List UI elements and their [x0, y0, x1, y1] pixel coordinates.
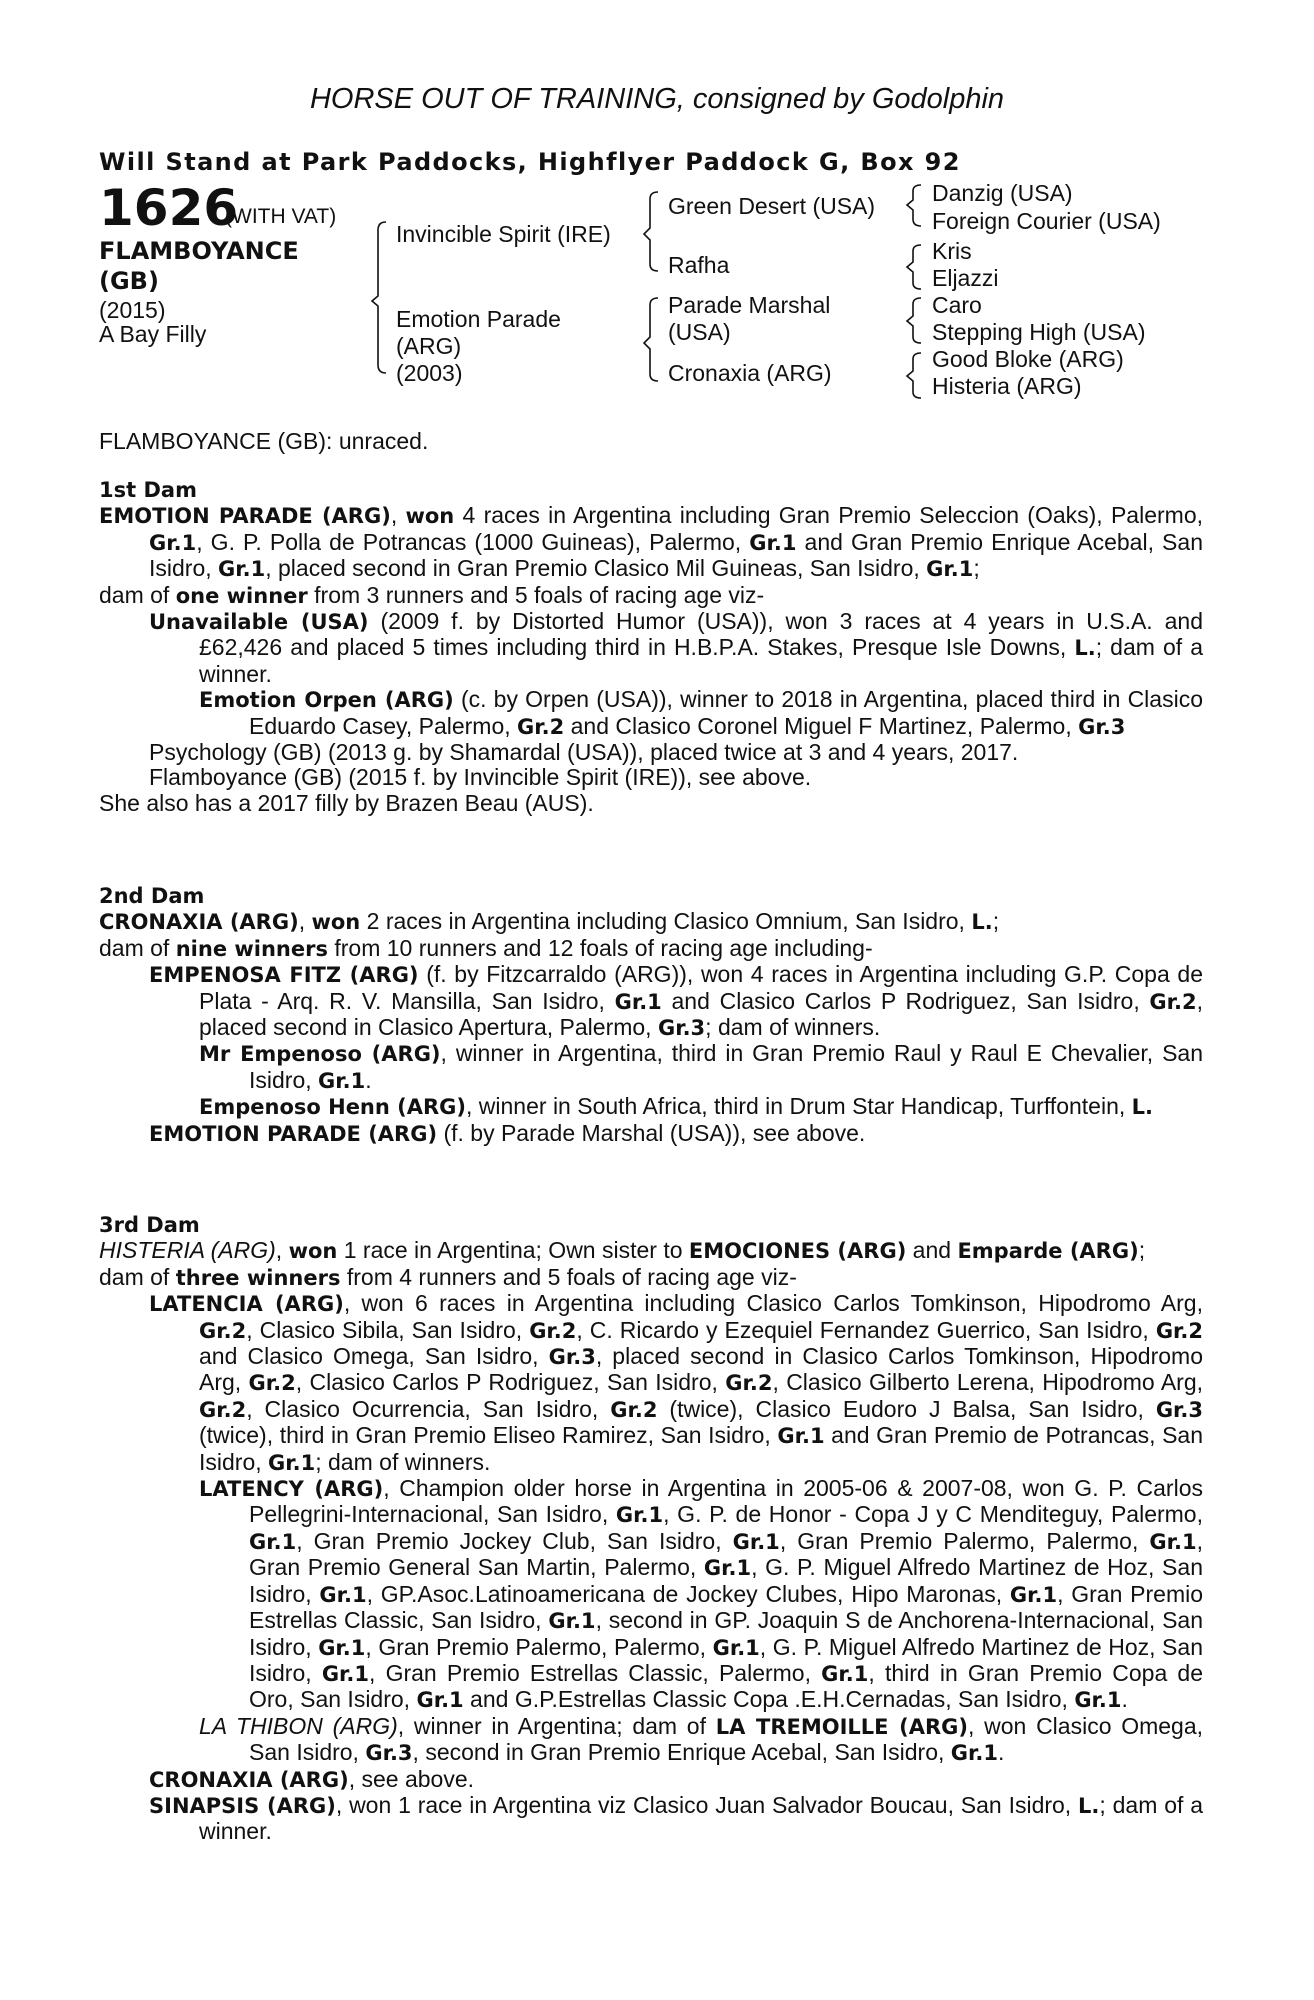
pedigree-paragraph: HISTERIA (ARG), won 1 race in Argentina; Own sister to EMOCIONES (ARG) and Emparde (ARG);	[99, 1237, 1146, 1264]
pedigree-paragraph: Psychology (GB) (2013 g. by Shamardal (USA)), placed twice at 3 and 4 years, 2017.	[149, 739, 1019, 766]
pedigree-sire-sire: Green Desert (USA)	[668, 193, 876, 219]
pedigree-paragraph: LA THIBON (ARG), winner in Argentina; dam of LA TREMOILLE (ARG), won Clasico Omega, San Isidro, Gr.3, second in Gran Premio Enrique Acebal, San Isidro, Gr.1.	[199, 1712, 1204, 1766]
pedigree-paragraph: Unavailable (USA) (2009 f. by Distorted Humor (USA)), won 3 races at 4 years in U.S.A. and £62,426 and placed 5 times including third in H.B.P.A. Stakes, Presque Isle Downs, L.; dam of a winner.	[149, 608, 1203, 687]
pedigree-sire-dam: Rafha	[668, 252, 730, 278]
pedigree-paragraph: Emotion Orpen (ARG) (c. by Orpen (USA)), winner to 2018 in Argentina, placed third in Clasico Eduardo Casey, Palermo, Gr.2 and Clasico Coronel Miguel F Martinez, Palermo, Gr.3	[199, 686, 1203, 739]
section-body	[99, 503, 1203, 816]
pedigree-paragraph: LATENCIA (ARG), won 6 races in Argentina including Clasico Carlos Tomkinson, Hipodromo Arg, Gr.2, Clasico Sibila, San Isidro, Gr.2, C. Ricardo y Ezequiel Fernandez Guerrico, San Isidro, Gr.2 and Clasico Omega, San Isidro, Gr.3, placed second in Clasico Carlos Tomkinson, Hipodromo Arg, Gr.2, Clasico Carlos P Rodriguez, San Isidro, Gr.2, Clasico Gilberto Lerena, Hipodromo Arg, Gr.2, Clasico Ocurrencia, San Isidro, Gr.2 (twice), Clasico Eudoro J Balsa, San Isidro, Gr.3 (twice), third in Gran Premio Eliseo Ramirez, San Isidro, Gr.1 and Gran Premio de Potrancas, San Isidro, Gr.1; dam of winners.	[149, 1290, 1204, 1475]
pedigree-paragraph: EMOTION PARADE (ARG) (f. by Parade Marshal (USA)), see above.	[149, 1119, 866, 1146]
pedigree-paragraph: Mr Empenoso (ARG), winner in Argentina, third in Gran Premio Raul y Raul E Chevalier, San Isidro, Gr.1.	[199, 1040, 1203, 1093]
pedigree-dam-line2: (ARG)	[396, 333, 462, 359]
location-line: Will Stand at Park Paddocks, Highflyer Paddock G, Box 92	[99, 148, 961, 176]
pedigree-dam-sire-line1: Parade Marshal	[668, 292, 831, 318]
gen4-bracket-2	[907, 245, 921, 289]
pedigree-sire: Invincible Spirit (IRE)	[396, 221, 611, 247]
gen4-bracket-1	[907, 185, 921, 226]
pedigree-gen4-4: Eljazzi	[932, 265, 999, 291]
sire-bracket	[644, 192, 658, 271]
pedigree-paragraph: dam of one winner from 3 runners and 5 foals of racing age viz-	[99, 581, 765, 608]
race-record: FLAMBOYANCE (GB): unraced.	[99, 428, 429, 454]
gen4-bracket-4	[907, 353, 921, 398]
gen4-bracket-3	[907, 298, 921, 343]
pedigree-paragraph: She also has a 2017 filly by Brazen Beau (AUS).	[99, 789, 594, 816]
section-3rd-dam	[99, 1213, 1203, 1845]
pedigree-dam-dam: Cronaxia (ARG)	[668, 360, 832, 386]
pedigree-paragraph: SINAPSIS (ARG), won 1 race in Argentina viz Clasico Juan Salvador Boucau, San Isidro, L.; dam of a winner.	[149, 1791, 1204, 1845]
pedigree-paragraph: Empenoso Henn (ARG), winner in South Africa, third in Drum Star Handicap, Turffontein, L.	[199, 1093, 1153, 1120]
pedigree-gen4-5: Caro	[932, 292, 982, 318]
pedigree-dam-sire-line2: (USA)	[668, 319, 731, 345]
section-2nd-dam	[99, 884, 1203, 1147]
section-heading: 1st Dam	[99, 478, 197, 502]
section-body	[99, 1238, 1203, 1844]
pedigree-gen4-6: Stepping High (USA)	[932, 319, 1146, 345]
horse-name: FLAMBOYANCE (GB)	[99, 237, 299, 295]
pedigree-gen4-8: Histeria (ARG)	[932, 373, 1082, 399]
pedigree-gen4-1: Danzig (USA)	[932, 180, 1073, 206]
pedigree-gen4-3: Kris	[932, 238, 972, 264]
section-heading: 2nd Dam	[99, 884, 205, 908]
main-bracket	[372, 222, 386, 373]
section-1st-dam	[99, 478, 1203, 816]
pedigree-paragraph: dam of three winners from 4 runners and 5 foals of racing age viz-	[99, 1263, 797, 1290]
pedigree-paragraph: CRONAXIA (ARG), see above.	[149, 1765, 474, 1792]
lot-number: 1626	[99, 179, 239, 237]
pedigree-paragraph: EMPENOSA FITZ (ARG) (f. by Fitzcarraldo (ARG)), won 4 races in Argentina including G.P. Copa de Plata - Arq. R. V. Mansilla, San Isidro, Gr.1 and Clasico Carlos P Rodriguez, San Isidro, Gr.2, placed second in Clasico Apertura, Palermo, Gr.3; dam of winners.	[149, 961, 1204, 1041]
section-body	[99, 909, 1203, 1147]
pedigree-gen4-7: Good Bloke (ARG)	[932, 346, 1124, 372]
horse-year: (2015)	[99, 297, 166, 323]
section-heading: 3rd Dam	[99, 1213, 200, 1237]
horse-description: A Bay Filly	[99, 321, 207, 347]
pedigree-paragraph: Flamboyance (GB) (2015 f. by Invincible Spirit (IRE)), see above.	[149, 764, 812, 791]
pedigree-dam-line1: Emotion Parade	[396, 306, 561, 332]
vat-note: (WITH VAT)	[225, 205, 337, 228]
pedigree-paragraph: CRONAXIA (ARG), won 2 races in Argentina including Clasico Omnium, San Isidro, L.;	[99, 908, 1000, 935]
pedigree-paragraph: dam of nine winners from 10 runners and 12 foals of racing age including-	[99, 934, 873, 961]
pedigree-paragraph: LATENCY (ARG), Champion older horse in Argentina in 2005-06 & 2007-08, won G. P. Carlos Pellegrini-Internacional, San Isidro, Gr.1, G. P. de Honor - Copa J y C Menditeguy, Palermo, Gr.1, Gran Premio Jockey Club, San Isidro, Gr.1, Gran Premio Palermo, Palermo, Gr.1, Gran Premio General San Martin, Palermo, Gr.1, G. P. Miguel Alfredo Martinez de Hoz, San Isidro, Gr.1, GP.Asoc.Latinoamericana de Jockey Clubes, Hipo Maronas, Gr.1, Gran Premio Estrellas Classic, San Isidro, Gr.1, second in GP. Joaquin S de Anchorena-Internacional, San Isidro, Gr.1, Gran Premio Palermo, Palermo, Gr.1, G. P. Miguel Alfredo Martinez de Hoz, San Isidro, Gr.1, Gran Premio Estrellas Classic, Palermo, Gr.1, third in Gran Premio Copa de Oro, San Isidro, Gr.1 and G.P.Estrellas Classic Copa .E.H.Cernadas, San Isidro, Gr.1.	[199, 1475, 1204, 1713]
pedigree-dam-line3: (2003)	[396, 360, 463, 386]
dam-bracket	[644, 298, 658, 381]
pedigree-gen4-2: Foreign Courier (USA)	[932, 208, 1161, 234]
page-title: HORSE OUT OF TRAINING, consigned by Godolphin	[309, 83, 1005, 115]
pedigree-paragraph: EMOTION PARADE (ARG), won 4 races in Argentina including Gran Premio Seleccion (Oaks), Palermo, Gr.1, G. P. Polla de Potrancas (1000 Guineas), Palermo, Gr.1 and Gran Premio Enrique Acebal, San Isidro, Gr.1, placed second in Gran Premio Clasico Mil Guineas, San Isidro, Gr.1;	[99, 502, 1203, 582]
